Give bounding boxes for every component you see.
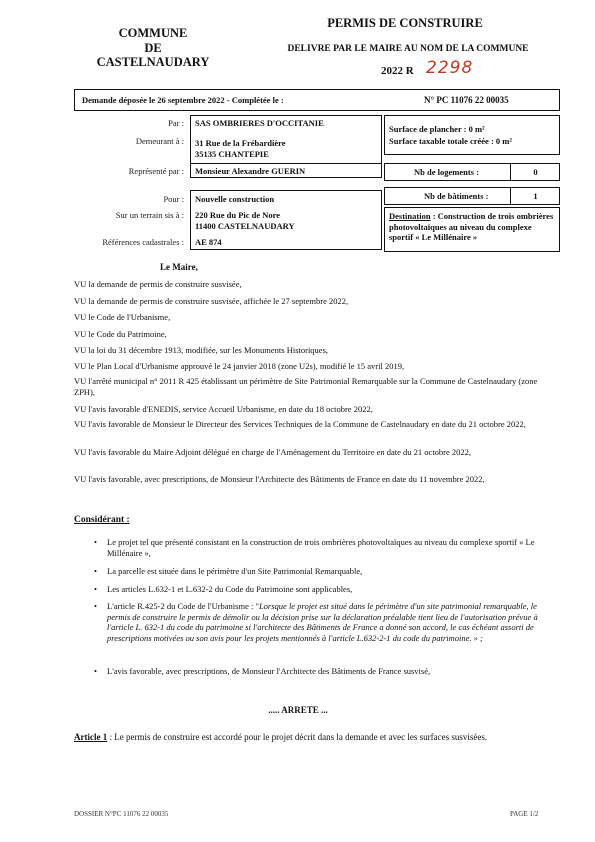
delivered-by: DELIVRE PAR LE MAIRE AU NOM DE LA COMMUNE bbox=[287, 44, 529, 54]
vu-line-10: VU l'avis favorable du Maire Adjoint délégué en charge de l'Aménagement du Territoire en date du 21 octobre 2022, bbox=[74, 447, 472, 457]
vu-line-3: VU le Code de l'Urbanisme, bbox=[74, 312, 171, 322]
considerant-3: Les articles L.632-1 et L.632-2 du Code du Patrimoine sont applicables, bbox=[107, 584, 353, 594]
batiments-label: Nb de bâtiments : bbox=[424, 191, 489, 201]
logements-label: Nb de logements : bbox=[414, 167, 479, 177]
handwritten-number: 2298 bbox=[426, 58, 474, 78]
represente-value: Monsieur Alexandre GUERIN bbox=[195, 166, 306, 176]
destination-label: Destination bbox=[389, 211, 431, 221]
article-1 bbox=[74, 732, 556, 743]
considerant-quote: Lorsque le projet est situé dans le périmètre d'un site patrimonial remarquable, le permis de construire le permis de démolir ou la décision prise sur la déclaration préalable tient lieu de l'autorisation prévue à l'article L. 632-1 du code du patrimoine si l'architecte des Bâtiments de France a donné son accord, le cas échéant assorti de prescriptions motivées ou son avis pour les projets mentionnés à l'article L.632-2-1 du code du patrimoine. » ; bbox=[107, 601, 538, 643]
vu-line-11: VU l'avis favorable, avec prescriptions, de Monsieur l'Architecte des Bâtiments de France en date du 11 novembre 2022, bbox=[74, 474, 485, 484]
bullet-3: • bbox=[94, 584, 97, 594]
deposit-text: Demande déposée le 26 septembre 2022 - Complétée le : bbox=[82, 95, 284, 105]
par-label: Par : bbox=[168, 118, 184, 128]
surfaces-box bbox=[384, 115, 560, 155]
vu-line-1: VU la demande de permis de construire susvisée, bbox=[74, 279, 242, 289]
par-value: SAS OMBRIERES D'OCCITANIE bbox=[195, 118, 324, 128]
vu-line-8: VU l'avis favorable d'ENEDIS, service Accueil Urbanisme, en date du 18 octobre 2022, bbox=[74, 404, 373, 414]
vu-line-2: VU la demande de permis de construire susvisée, affichée le 27 septembre 2022, bbox=[74, 296, 349, 306]
terrain-line-2: 11400 CASTELNAUDARY bbox=[195, 221, 295, 231]
bullet-2: • bbox=[94, 566, 97, 576]
pour-value: Nouvelle construction bbox=[195, 194, 275, 204]
considerant-2: La parcelle est située dans le périmètre d'un Site Patrimonial Remarquable, bbox=[107, 566, 363, 576]
references-value: AE 874 bbox=[195, 237, 222, 247]
surface-plancher: Surface de plancher : 0 m² bbox=[389, 124, 485, 134]
vu-line-5: VU la loi du 31 décembre 1913, modifiée, sur les Monuments Historiques, bbox=[74, 345, 329, 355]
batiments-value: 1 bbox=[533, 191, 538, 201]
destination-value: : Construction de trois ombrières photovoltaïques au niveau du complexe sportif « Le Millénaire » bbox=[389, 211, 554, 242]
vu-line-4: VU le Code du Patrimoine, bbox=[74, 329, 167, 339]
demeurant-label: Demeurant à : bbox=[135, 136, 184, 146]
le-maire: Le Maire, bbox=[160, 262, 198, 272]
permit-title: PERMIS DE CONSTRUIRE bbox=[327, 16, 483, 30]
bullet-1: • bbox=[94, 537, 97, 547]
year-reference: 2022 R bbox=[381, 65, 414, 77]
address-line-1: 31 Rue de la Frébardière bbox=[195, 138, 286, 148]
footer-dossier: DOSSIER N°PC 11076 22 00035 bbox=[74, 810, 169, 818]
footer-page: PAGE 1/2 bbox=[510, 810, 539, 818]
address-line-2: 35135 CHANTEPIE bbox=[195, 149, 269, 159]
bullet-5: • bbox=[94, 666, 97, 676]
pour-label: Pour : bbox=[163, 194, 184, 204]
considerant-5: L'avis favorable, avec prescriptions, de Monsieur l'Architecte des Bâtiments de France susvisé, bbox=[107, 666, 431, 676]
vu-line-7: VU l'arrêté municipal n° 2011 R 425 établissant un périmètre de Site Patrimonial Remarquable sur la Commune de Castelnaudary (zone ZPH), bbox=[74, 376, 538, 397]
vu-line-6: VU le Plan Local d'Urbanisme approuvé le 24 janvier 2018 (zone U2s), modifié le 15 avril 2019, bbox=[74, 361, 405, 371]
represente-label: Représenté par : bbox=[128, 166, 184, 176]
vu-line-9: VU l'avis favorable de Monsieur le Directeur des Services Techniques de la Commune de Castelnaudary en date du 21 octobre 2022, bbox=[74, 419, 526, 429]
commune-line-2: DE bbox=[144, 40, 162, 55]
permit-number: N° PC 11076 22 00035 bbox=[424, 95, 509, 105]
article-1-text: : Le permis de construire est accordé pour le projet décrit dans la demande et avec les surfaces susvisées. bbox=[107, 732, 488, 742]
considerant-4-block bbox=[107, 601, 559, 643]
destination-text bbox=[389, 211, 557, 243]
surface-taxable: Surface taxable totale créée : 0 m² bbox=[389, 136, 512, 146]
terrain-line-1: 220 Rue du Pic de Nore bbox=[195, 210, 281, 220]
considerant-1: Le projet tel que présenté consistant en la construction de trois ombrières photovoltaïques au niveau du complexe sportif « Le Millénaire », bbox=[107, 537, 535, 558]
arrete-heading: ..... ARRETE ... bbox=[268, 705, 328, 715]
logements-value: 0 bbox=[533, 167, 538, 177]
considerant-4: L'article R.425-2 du Code de l'Urbanisme : " bbox=[107, 601, 259, 611]
commune-line-3: CASTELNAUDARY bbox=[96, 55, 210, 69]
commune-block bbox=[88, 26, 218, 70]
commune-line-1: COMMUNE bbox=[118, 26, 188, 40]
terrain-label: Sur un terrain sis à : bbox=[115, 210, 184, 220]
considerant-title: Considérant : bbox=[74, 515, 130, 525]
article-1-label: Article 1 bbox=[74, 732, 108, 742]
bullet-4: • bbox=[94, 601, 97, 611]
references-label: Références cadastrales : bbox=[102, 237, 184, 247]
